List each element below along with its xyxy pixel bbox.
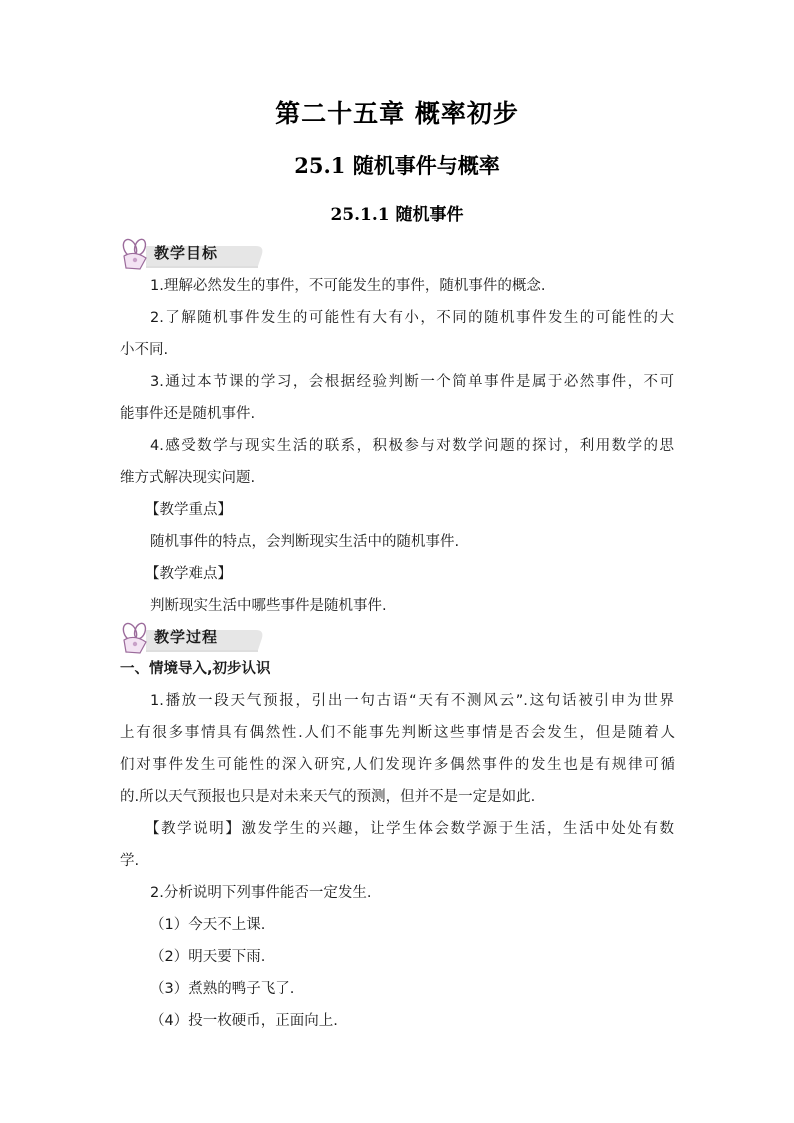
key-points-text: 随机事件的特点，会判断现实生活中的随机事件.: [150, 534, 460, 550]
paragraph-1-line-2: 上有很多事情具有偶然性.人们不能事先判断这些事情是否会发生，但是随着人: [120, 725, 675, 741]
paragraph-2: 2.分析说明下列事件能否一定发生.: [150, 885, 372, 901]
section-title: 25.1 随机事件与概率: [294, 153, 500, 178]
objective-item-3-line-1: 3.通过本节课的学习，会根据经验判断一个简单事件是属于必然事件，不可: [150, 374, 674, 390]
paragraph-1-line-4: 的.所以天气预报也只是对未来天气的预测，但并不是一定是如此.: [120, 789, 536, 805]
event-item-1: （1）今天不上课.: [150, 917, 266, 933]
paragraph-1-line-1: 1.播放一段天气预报，引出一句古语“天有不测风云”.这句话被引申为世界: [150, 693, 674, 709]
chapter-title: 第二十五章 概率初步: [275, 99, 519, 128]
objectives-banner: [116, 236, 266, 270]
part-1-heading: 一、情境导入,初步认识: [120, 661, 271, 677]
event-item-2: （2）明天要下雨.: [150, 949, 266, 965]
event-item-4: （4）投一枚硬币，正面向上.: [150, 1013, 338, 1029]
teaching-note-line-2: 学.: [120, 853, 140, 869]
objective-item-4-line-1: 4.感受数学与现实生活的联系，积极参与对数学问题的探讨，利用数学的思: [150, 438, 674, 454]
objective-item-3-line-2: 能事件还是随机事件.: [120, 406, 256, 422]
process-banner-label: 教学过程: [154, 628, 219, 646]
event-item-3: （3）煮熟的鸭子飞了.: [150, 981, 295, 997]
objective-item-4-line-2: 维方式解决现实问题.: [120, 470, 256, 486]
teaching-note-line-1: 【教学说明】激发学生的兴趣，让学生体会数学源于生活，生活中处处有数: [145, 821, 674, 837]
subsection-title: 25.1.1 随机事件: [330, 205, 464, 225]
process-banner: [116, 620, 266, 654]
difficulty-label: 【教学难点】: [145, 566, 232, 582]
objective-item-2-line-1: 2.了解随机事件发生的可能性有大有小，不同的随机事件发生的可能性的大: [150, 310, 674, 326]
difficulty-text: 判断现实生活中哪些事件是随机事件.: [150, 598, 387, 614]
paragraph-1-line-3: 们对事件发生可能性的深入研究,人们发现许多偶然事件的发生也是有规律可循: [120, 757, 675, 773]
key-points-label: 【教学重点】: [145, 502, 232, 518]
objective-item-2-line-2: 小不同.: [120, 342, 169, 358]
objectives-banner-label: 教学目标: [154, 244, 219, 262]
objective-item-1: 1.理解必然发生的事件，不可能发生的事件，随机事件的概念.: [150, 278, 546, 294]
